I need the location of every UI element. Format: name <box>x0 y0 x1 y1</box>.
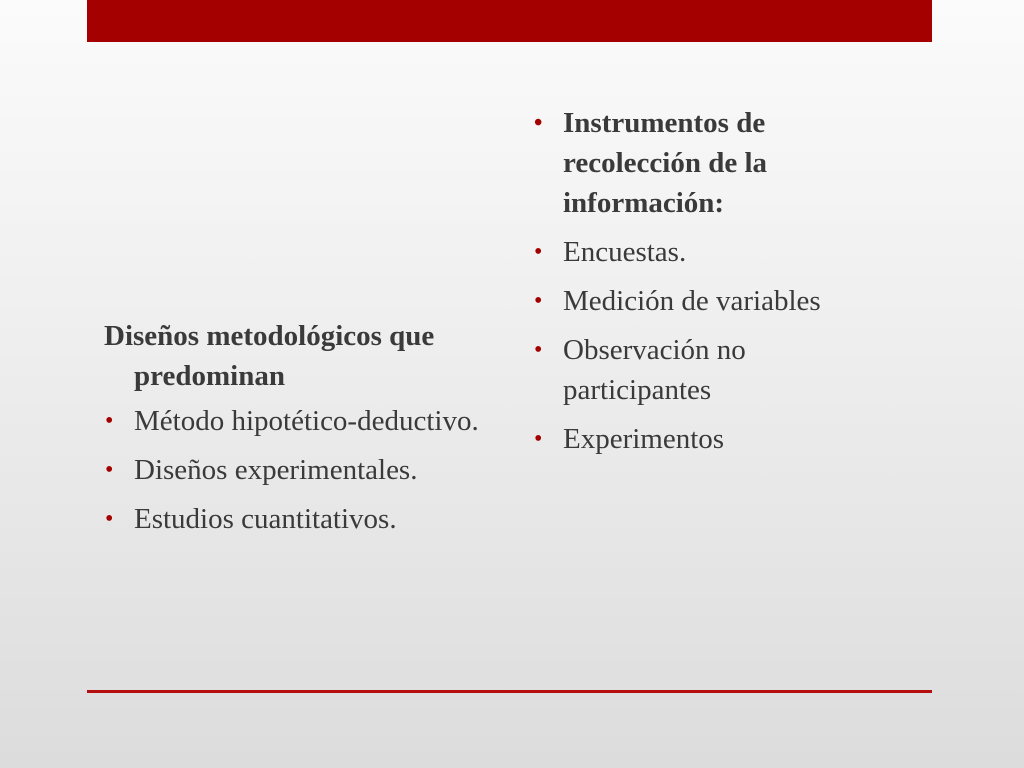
bullet-icon: • <box>105 408 114 434</box>
right-list-item <box>533 419 893 459</box>
bullet-icon: • <box>105 506 114 532</box>
left-list-item <box>104 401 504 441</box>
bullet-icon: • <box>534 337 543 363</box>
left-list-item-text: Diseños experimentales. <box>134 454 418 486</box>
bullet-icon: • <box>105 457 114 483</box>
left-list-item-text: Método hipotético-deductivo. <box>134 405 479 437</box>
right-bullet-list <box>533 103 893 459</box>
right-list-item-text: Observación no participantes <box>563 334 746 406</box>
right-list-item <box>533 330 893 410</box>
right-list-item <box>533 232 893 272</box>
bullet-icon: • <box>534 426 543 452</box>
right-list-item-text: Encuestas. <box>563 236 687 268</box>
top-accent-bar <box>87 0 932 42</box>
right-list-item <box>533 103 893 223</box>
bullet-icon: • <box>534 288 543 314</box>
bullet-icon: • <box>534 110 543 136</box>
right-list-item-text: Experimentos <box>563 423 725 455</box>
right-list-item-text: Medición de variables <box>563 285 821 317</box>
bottom-divider-line <box>87 690 932 693</box>
left-column-heading: Diseños metodológicos que predominan <box>104 320 435 392</box>
right-list-item <box>533 281 893 321</box>
right-column <box>533 103 893 468</box>
bullet-icon: • <box>534 239 543 265</box>
left-list-item <box>104 450 504 490</box>
left-list-item-text: Estudios cuantitativos. <box>134 503 397 535</box>
left-list-item <box>104 499 504 539</box>
left-column <box>104 316 504 548</box>
left-bullet-list <box>104 401 504 539</box>
right-list-item-text: Instrumentos de recolección de la información: <box>563 107 768 219</box>
